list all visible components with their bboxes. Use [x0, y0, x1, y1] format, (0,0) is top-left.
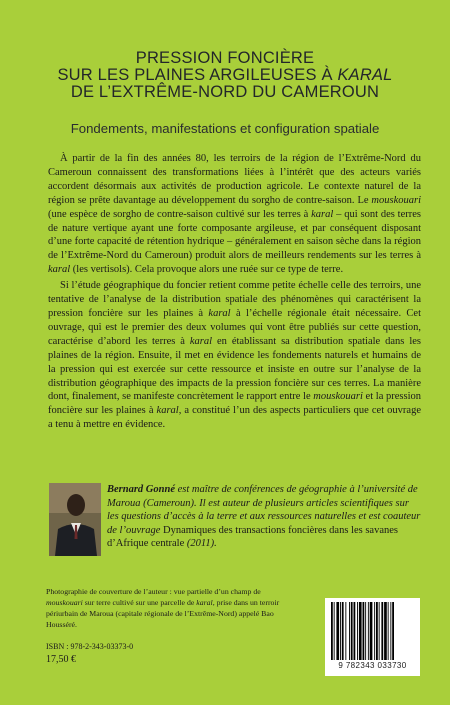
barcode-bar [376, 602, 378, 660]
blurb-paragraph-2: Si l’étude géographique du foncier retient comme petite échelle celle des terroirs, une tentative de l’analyse de la distribution spatiale des phénomènes qui caractérisent la pression foncière sur les plaines à karal à l’échelle régionale était nécessaire. Cet ouvrage, qui est le premier des deux volumes qui vont être publiés sur cette question, caractérise d’abord les terres à karal en établissant sa distribution spatiale dans les plaines de la région. Ensuite, il met en évidence les fondements naturels et humains de la pression qui est exercée sur cette ressource et insiste en outre sur l’analyse de la distribution géographique des impacts de la pression foncière sur ces terres. La manière dont, finalement, se manifeste concrètement le rapport entre le mouskouari et la pression foncière sur les plaines à karal, a constitué l’un des aspects particuliers que cet ouvrage a tenu à mettre en évidence. [48, 280, 422, 431]
barcode-bar [374, 602, 375, 660]
author-bio: Bernard Gonné est maître de conférences de géographie à l’université de Maroua (Cameroun). Il est auteur de plusieurs articles scientifiques sur les questions d’accès à la terre et aux ressources naturelles et est coauteur de l’ouvrage Dynamiques des transactions foncières dans les savanes d’Afrique centrale (2011). [107, 484, 421, 550]
author-portrait-icon [49, 483, 101, 556]
barcode-bar [390, 602, 391, 660]
barcode-bar [370, 602, 373, 660]
coauthored-book-title: Dynamiques des transactions foncières dans les savanes d’Afrique centrale [107, 524, 398, 550]
barcode-bar [363, 602, 365, 660]
author-photo [49, 483, 101, 556]
barcode-bar [331, 602, 333, 660]
barcode-bar [340, 602, 341, 660]
barcode [325, 598, 420, 676]
barcode-bar [342, 602, 344, 660]
barcode-bar [336, 602, 339, 660]
barcode-bar [365, 602, 366, 660]
book-subtitle: Fondements, manifestations et configuration spatiale [70, 121, 380, 136]
cover-photo-credit: Photographie de couverture de l’auteur : vue partielle d’un champ de mouskouari sur terre cultivé sur une parcelle de karal, prise dans un terroir périurbain de Maroua (capitale régionale de l’Extrême-Nord) appelé Bao Housséré. [46, 587, 280, 629]
blurb-paragraph-1: À partir de la fin des années 80, les terroirs de la région de l’Extrême-Nord du Cameroun connaissent des transformations liées à l’intérêt que des acteurs variés accordent désormais aux activités de production agricole. Le contexte naturel de la région se prête davantage au développement du sorgho de contre-saison. Le mouskouari (une espèce de sorgho de contre-saison cultivé sur les terres à karal – qui sont des terres de nature vertique ayant une forte composante argileuse, et par conséquent disposant d’une forte capacité de rétention hydrique – généralement en saison sèche dans la région de l’Extrême-Nord du Cameroun) produit alors de meilleurs rendements sur les terres à karal (les vertisols). Cela provoque alors une ruée sur ce type de terre. [48, 153, 421, 276]
barcode-bar [357, 602, 358, 660]
barcode-bar [381, 602, 383, 660]
title-line-3: DE L’EXTRÊME-NORD DU CAMEROUN [70, 83, 380, 101]
author-name: Bernard Gonné [107, 484, 175, 495]
barcode-bar [354, 602, 356, 660]
book-title [20, 50, 430, 101]
barcode-bar [351, 602, 353, 660]
isbn: ISBN : 978-2-343-03373-0 [46, 642, 134, 651]
barcode-bar [379, 602, 380, 660]
barcode-bar [388, 602, 389, 660]
title-line-1: PRESSION FONCIÈRE [135, 49, 315, 67]
barcode-bar [368, 602, 369, 660]
barcode-bar [334, 602, 335, 660]
barcode-bar [345, 602, 346, 660]
price: 17,50 € [46, 654, 76, 665]
barcode-bar [392, 602, 394, 660]
barcode-bars [329, 602, 416, 660]
barcode-number: 9 782343 033730 [338, 661, 407, 670]
barcode-bar [384, 602, 387, 660]
barcode-bar [359, 602, 362, 660]
title-line-2: SUR LES PLAINES ARGILEUSES À KARAL [57, 66, 393, 84]
barcode-bar [349, 602, 350, 660]
blurb [48, 152, 421, 432]
